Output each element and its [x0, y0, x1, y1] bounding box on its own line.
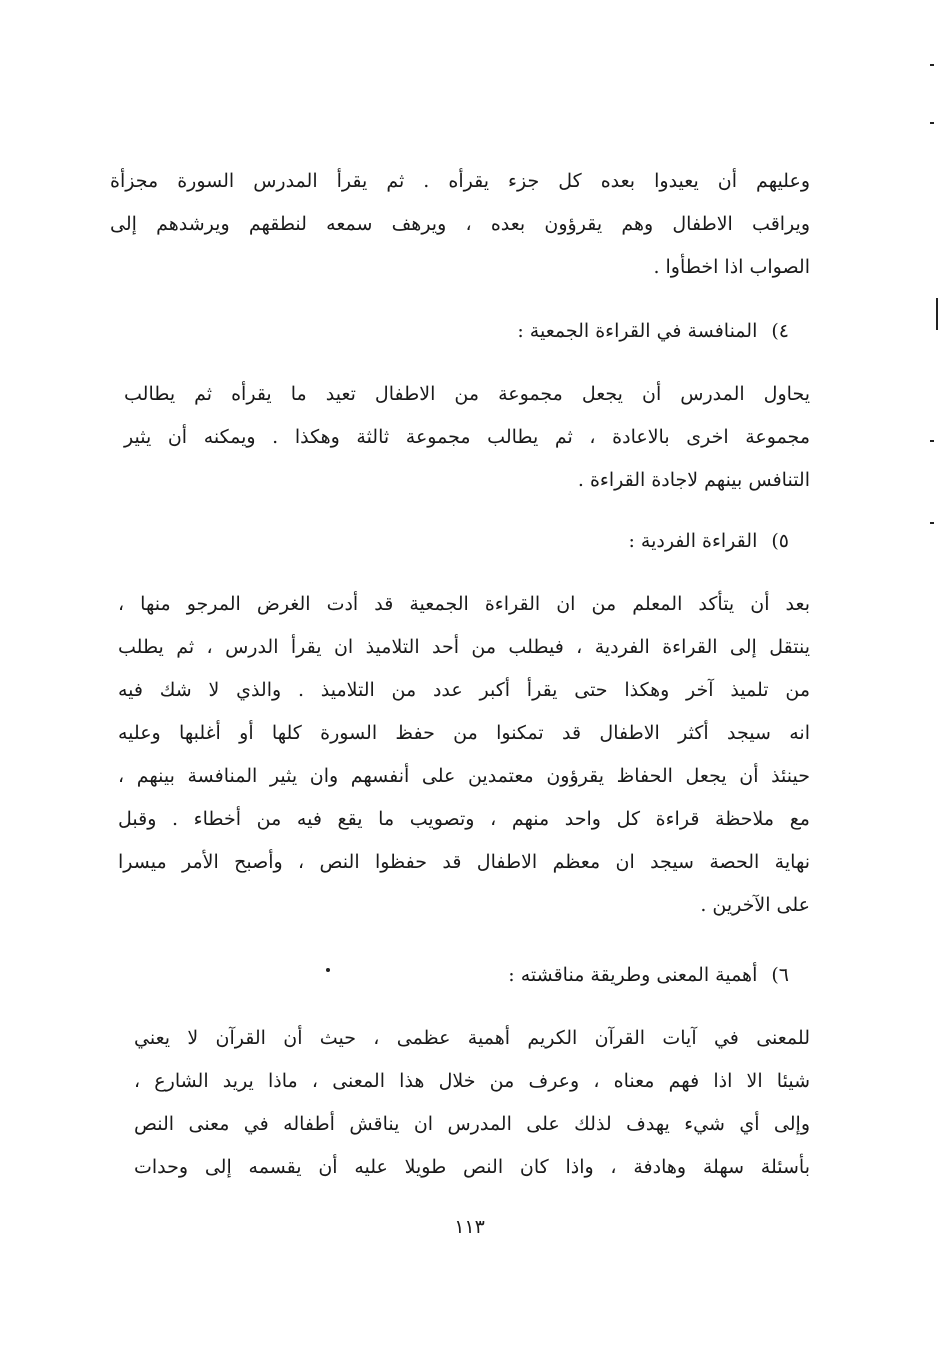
- section-heading-4: [517, 316, 789, 346]
- margin-mark: [930, 440, 934, 442]
- section-title: القراءة الفردية :: [628, 530, 758, 552]
- paragraph-1: [110, 160, 810, 289]
- margin-mark: [936, 298, 938, 330]
- text-line: نهاية الحصة سيجد ان معظم الاطفال قد حفظوا النص ، وأصبح الأمر ميسرا: [118, 851, 810, 873]
- text-line: مجموعة اخرى بالاعادة ، ثم يطالب مجموعة ثالثة وهكذا . ويمكنه أن يثير: [124, 426, 810, 448]
- text-line: وعليهم أن يعيدوا بعده كل جزء يقرأه . ثم يقرأ المدرس السورة مجزأة: [110, 170, 810, 192]
- section-heading-5: [628, 526, 789, 556]
- text-line: من تلميذ آخر وهكذا حتى يقرأ أكبر عدد من التلاميذ . والذي لا شك فيه: [118, 679, 810, 701]
- paragraph-2: [124, 373, 810, 502]
- section-heading-6: [508, 960, 789, 990]
- text-line: بعد أن يتأكد المعلم من ان القراءة الجمعية قد أدت الغرض المرجو منها ،: [118, 593, 810, 615]
- text-line: التنافس بينهم لاجادة القراءة .: [577, 469, 810, 491]
- section-number: ٥): [771, 530, 789, 552]
- paragraph-3: [118, 583, 810, 927]
- text-line: مع ملاحظة قراءة كل واحد منهم ، وتصويب ما يقع فيه من أخطاء . وقبل: [118, 808, 810, 830]
- text-line: على الآخرين .: [700, 894, 810, 916]
- paragraph-4: [134, 1017, 810, 1189]
- text-line: شيئا الا اذا فهم معناه ، وعرف من خلال هذا المعنى ، ماذا يريد الشارع ،: [134, 1070, 810, 1092]
- margin-mark: [930, 122, 934, 124]
- section-title: المنافسة في القراءة الجمعية :: [517, 320, 758, 342]
- text-line: حينئذ أن يجعل الحفاظ يقرؤون معتمدين على أنفسهم وان يثير المنافسة بينهم ،: [118, 765, 810, 787]
- text-line: يحاول المدرس أن يجعل مجموعة من الاطفال تعيد ما يقرأه ثم يطالب: [124, 383, 810, 405]
- section-title: أهمية المعنى وطريقة مناقشته :: [508, 964, 758, 986]
- text-line: الصواب اذا اخطأوا .: [653, 256, 810, 278]
- text-line: وإلى أي شيء يهدف لذلك على المدرس ان يناقش أطفاله في معنى النص: [134, 1113, 810, 1135]
- margin-mark: [930, 522, 934, 524]
- text-line: ينتقل إلى القراءة الفردية ، فيطلب من أحد التلاميذ ان يقرأ الدرس ، ثم يطلب: [118, 636, 810, 658]
- text-line: للمعنى في آيات القرآن الكريم أهمية عظمى ، حيث أن القرآن لا يعني: [134, 1027, 810, 1049]
- stray-dot: [326, 968, 330, 972]
- page-number: ١١٣: [454, 1216, 485, 1238]
- section-number: ٦): [771, 964, 789, 986]
- text-line: انه سيجد أكثر الاطفال قد تمكنوا من حفظ السورة كلها أو أغلبها وعليه: [118, 722, 810, 744]
- text-line: بأسئلة سهلة وهادفة ، واذا كان النص طويلا عليه أن يقسمه إلى وحدات: [134, 1156, 810, 1178]
- margin-mark: [930, 64, 934, 66]
- text-line: ويراقب الاطفال وهم يقرؤون بعده ، ويرهف سمعه لنطقهم ويرشدهم إلى: [110, 213, 810, 235]
- section-number: ٤): [771, 320, 789, 342]
